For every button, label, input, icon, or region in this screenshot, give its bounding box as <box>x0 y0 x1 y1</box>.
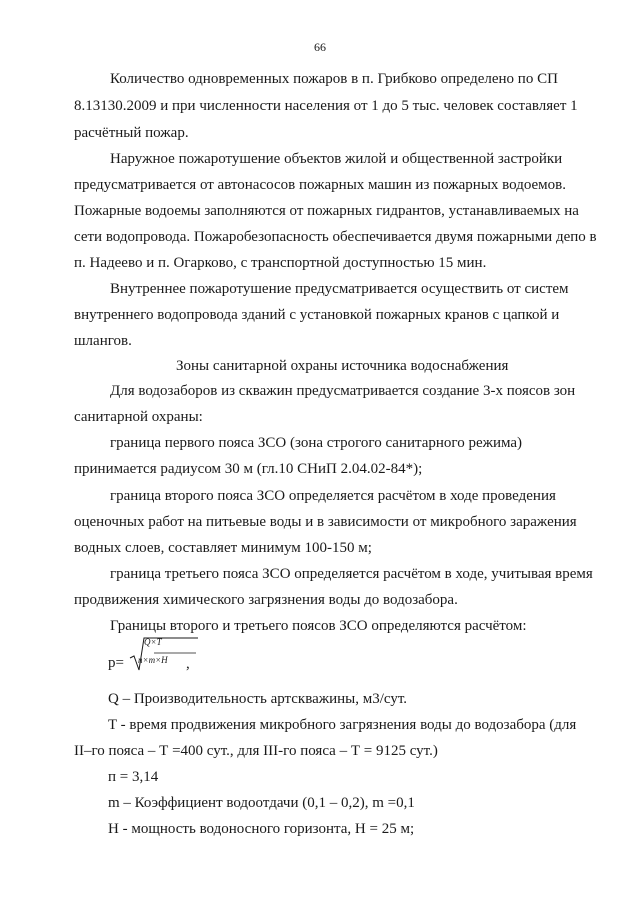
text-line: Зоны санитарной охраны источника водоснабжения <box>176 358 509 374</box>
text-line: Границы второго и третьего поясов ЗСО определяются расчётом: <box>110 618 527 634</box>
formula-denominator: п×m×H <box>138 655 168 665</box>
text-line: H - мощность водоносного горизонта, Н = 25 м; <box>108 821 415 837</box>
text-line: Наружное пожаротушение объектов жилой и общественной застройки <box>110 151 563 167</box>
text-line: оценочных работ на питьевые воды и в зависимости от микробного заражения <box>74 514 577 530</box>
text-line: водных слоев, составляет минимум 100-150 м; <box>74 540 372 556</box>
text-line: 8.13130.2009 и при численности населения от 1 до 5 тыс. человек составляет 1 <box>74 98 578 114</box>
formula-numerator: Q×T <box>144 637 162 647</box>
text-line: расчётный пожар. <box>74 125 189 141</box>
text-line: шлангов. <box>74 333 132 349</box>
text-line: Количество одновременных пожаров в п. Грибково определено по СП <box>110 71 558 87</box>
text-line: II–го пояса – Т =400 сут., для III-го пояса – Т = 9125 сут.) <box>74 743 438 759</box>
text-line: предусматривается от автонасосов пожарных машин из пожарных водоемов. <box>74 177 566 193</box>
page-number: 66 <box>314 40 326 54</box>
text-line: граница второго пояса ЗСО определяется расчётом в ходе проведения <box>110 488 556 504</box>
text-line: принимается радиусом 30 м (гл.10 СНиП 2.04.02-84*); <box>74 461 423 477</box>
formula-comma: , <box>186 656 190 672</box>
text-line: T - время продвижения микробного загрязнения воды до водозабора (для <box>108 717 577 733</box>
text-line: граница третьего пояса ЗСО определяется расчётом в ходе, учитывая время <box>110 566 593 582</box>
text-line: сети водопровода. Пожаробезопасность обеспечивается двумя пожарными депо в <box>74 229 597 245</box>
formula-lhs: р= <box>108 655 124 671</box>
text-line: Q – Производительность артскважины, м3/сут. <box>108 691 408 707</box>
text-line: санитарной охраны: <box>74 409 203 425</box>
text-line: Для водозаборов из скважин предусматривается создание 3-х поясов зон <box>110 383 576 399</box>
text-line: граница первого пояса ЗСО (зона строгого санитарного режима) <box>110 435 523 451</box>
text-line: п. Надеево и п. Огарково, с транспортной доступностью 15 мин. <box>74 255 487 271</box>
text-line: m – Коэффициент водоотдачи (0,1 – 0,2), m =0,1 <box>108 795 415 811</box>
text-line: Пожарные водоемы заполняются от пожарных гидрантов, устанавливаемых на <box>74 203 579 219</box>
text-line: продвижения химического загрязнения воды до водозабора. <box>74 592 458 608</box>
text-line: Внутреннее пожаротушение предусматривается осуществить от систем <box>110 281 569 297</box>
text-line: внутреннего водопровода зданий с установкой пожарных кранов с цапкой и <box>74 307 560 323</box>
text-line: п = 3,14 <box>108 769 159 785</box>
